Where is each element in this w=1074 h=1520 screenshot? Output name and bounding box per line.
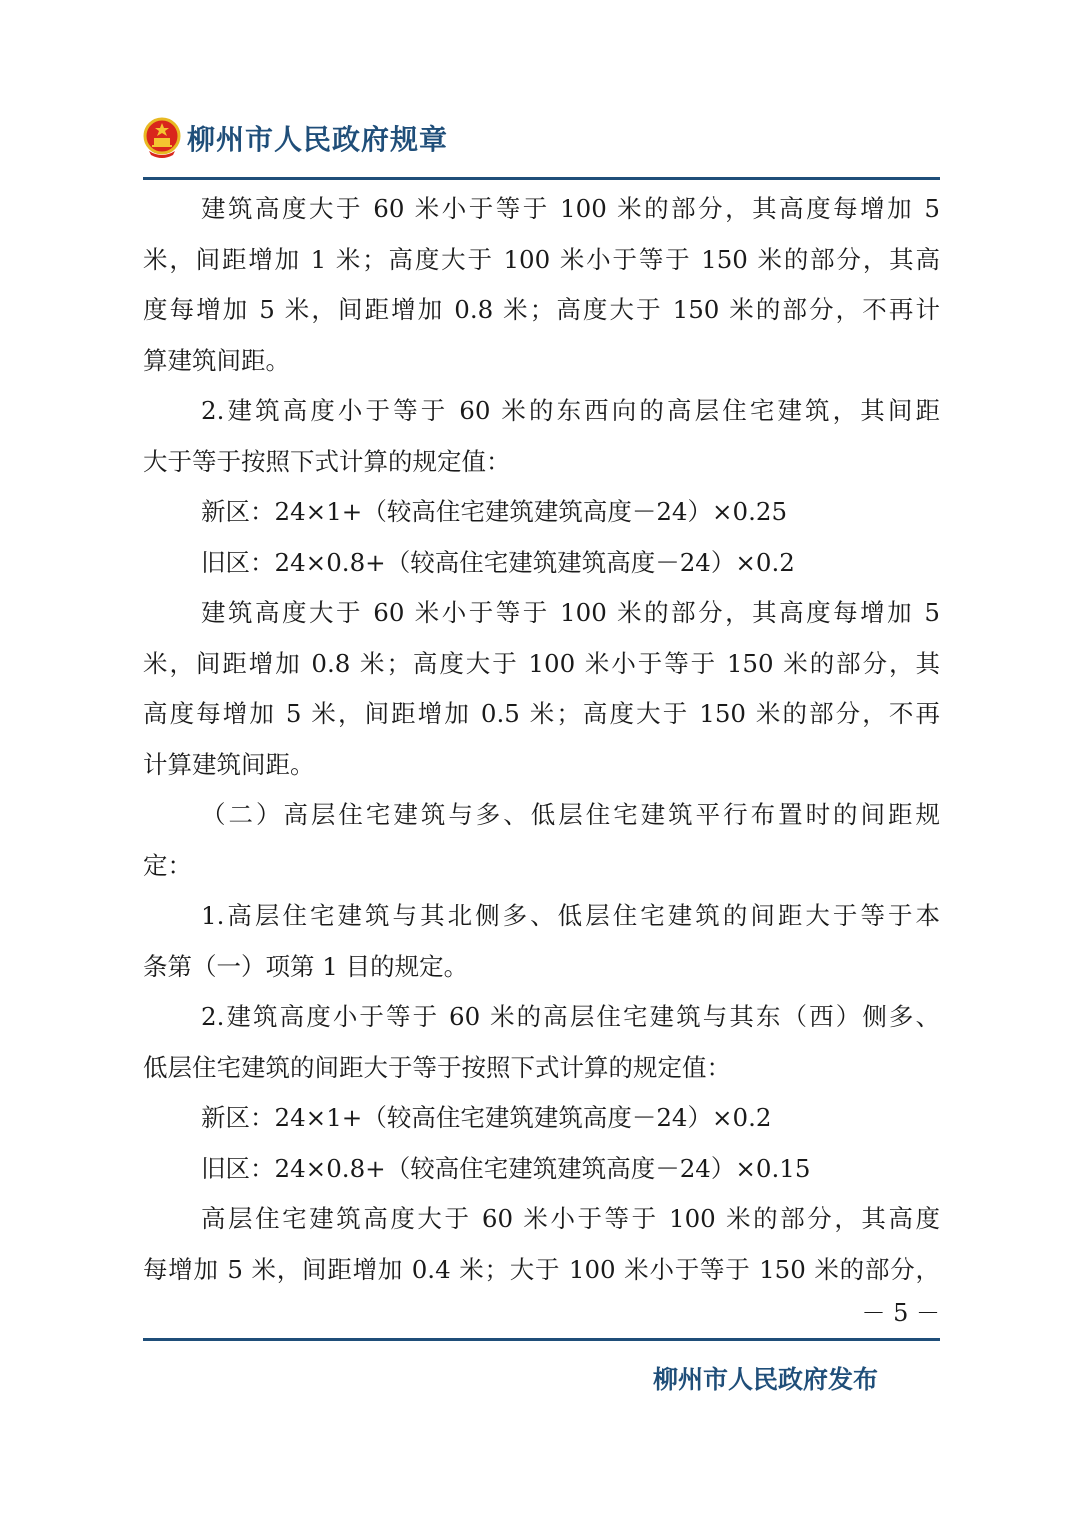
body-line: 大于等于按照下式计算的规定值： [143, 446, 511, 476]
header-title: 柳州市人民政府规章 [187, 123, 449, 156]
body-line: 条第（一）项第 1 目的规定。 [143, 951, 469, 981]
page-number: － 5 － [861, 1299, 940, 1327]
body-line: 算建筑间距。 [143, 345, 290, 375]
formula-line: 新区：24×1+（较高住宅建筑建筑高度－24）×0.2 [201, 1103, 772, 1132]
document-body [143, 184, 940, 1295]
body-line: 建筑高度大于 60 米小于等于 100 米的部分，其高度每增加 5 [201, 194, 940, 223]
body-line: 低层住宅建筑的间距大于等于按照下式计算的规定值： [143, 1052, 731, 1082]
body-line: 度每增加 5 米，间距增加 0.8 米；高度大于 150 米的部分，不再计 [143, 295, 940, 324]
document-header [143, 112, 448, 164]
body-line: 高层住宅建筑高度大于 60 米小于等于 100 米的部分，其高度 [201, 1204, 940, 1233]
body-line: 计算建筑间距。 [143, 749, 315, 779]
body-line: 高度每增加 5 米，间距增加 0.5 米；高度大于 150 米的部分，不再 [143, 699, 940, 728]
formula-line: 旧区：24×0.8+（较高住宅建筑建筑高度－24）×0.2 [201, 547, 795, 577]
formula-line: 旧区：24×0.8+（较高住宅建筑建筑高度－24）×0.15 [201, 1153, 811, 1183]
formula-line: 新区：24×1+（较高住宅建筑建筑高度－24）×0.25 [201, 497, 788, 526]
national-emblem-icon [143, 117, 181, 159]
body-line: 1.高层住宅建筑与其北侧多、低层住宅建筑的间距大于等于本 [201, 901, 940, 930]
header-divider [143, 177, 940, 180]
footer-divider [143, 1338, 940, 1341]
section-heading: （二）高层住宅建筑与多、低层住宅建筑平行布置时的间距规 [201, 800, 940, 829]
body-line: 2.建筑高度小于等于 60 米的高层住宅建筑与其东（西）侧多、 [201, 1002, 940, 1031]
body-line: 2.建筑高度小于等于 60 米的东西向的高层住宅建筑，其间距 [201, 396, 940, 425]
body-line: 米，间距增加 1 米；高度大于 100 米小于等于 150 米的部分，其高 [143, 244, 940, 274]
footer-publisher: 柳州市人民政府发布 [652, 1365, 878, 1394]
section-heading: 定： [143, 850, 192, 880]
body-line: 米，间距增加 0.8 米；高度大于 100 米小于等于 150 米的部分，其 [143, 648, 940, 678]
body-line: 建筑高度大于 60 米小于等于 100 米的部分，其高度每增加 5 [201, 598, 940, 627]
body-line: 每增加 5 米，间距增加 0.4 米；大于 100 米小于等于 150 米的部分， [143, 1254, 940, 1284]
